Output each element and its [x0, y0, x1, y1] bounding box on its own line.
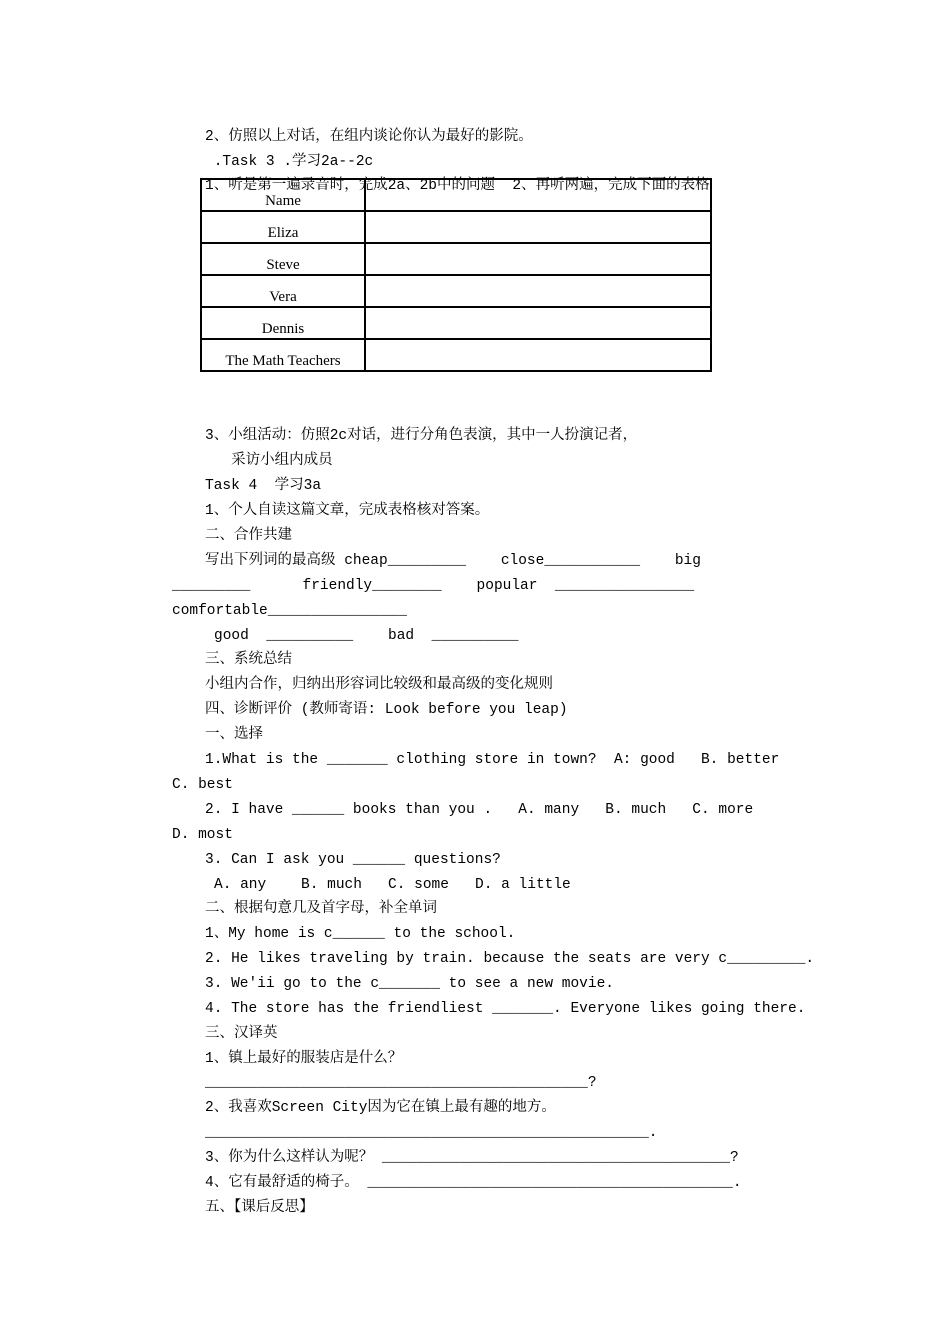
read-instruction: 1、个人自读这篇文章，完成表格核对答案。: [205, 503, 490, 519]
superlative-exercise-cont2: comfortable________________: [172, 603, 407, 619]
blank-cell: [365, 339, 711, 371]
superlative-exercise: 写出下列词的最高级 cheap_________ close___________ big: [205, 553, 701, 569]
table-row: [201, 211, 711, 243]
task4-heading: Task 4 学习3a: [205, 478, 322, 494]
group-activity-cont: 采访小组内成员: [205, 453, 333, 469]
question-2: 2. I have ______ books than you . A. many B. much C. more: [205, 802, 754, 818]
name-cell: The Math Teachers: [201, 339, 365, 371]
table-row: [201, 339, 711, 371]
table-row: [201, 243, 711, 275]
blank-cell: [365, 243, 711, 275]
group-activity: 3、小组活动：仿照2c对话，进行分角色表演，其中一人扮演记者，: [205, 428, 638, 444]
question-1-option-c: C. best: [172, 777, 233, 793]
translate-4: 4、它有最舒适的椅子。 __________________________________________.: [205, 1175, 742, 1191]
question-3: 3. Can I ask you ______ questions?: [205, 852, 501, 868]
name-cell: Dennis: [201, 307, 365, 339]
blank-cell: [365, 307, 711, 339]
fill-1: 1、My home is c______ to the school.: [205, 926, 516, 942]
superlative-exercise-cont: _________ friendly________ popular ________________: [172, 578, 695, 594]
translate-1: 1、镇上最好的服装店是什么？: [205, 1051, 403, 1067]
question-1: 1.What is the _______ clothing store in town? A: good B. better: [205, 752, 780, 768]
superlative-exercise-cont3: good __________ bad __________: [214, 628, 519, 644]
listening-instruction: 1、听是第一遍录音时，完成2a、2b中的问题 2、再听两遍，完成下面的表格: [205, 178, 710, 194]
section-cooperation: 二、合作共建: [205, 528, 292, 544]
name-cell: Eliza: [201, 211, 365, 243]
translate-2: 2、我喜欢Screen City因为它在镇上最有趣的地方。: [205, 1100, 556, 1116]
names-table: [200, 178, 712, 372]
question-3-options: A. any B. much C. some D. a little: [214, 877, 571, 893]
name-cell: Vera: [201, 275, 365, 307]
instruction-line: 2、仿照以上对话，在组内谈论你认为最好的影院。: [205, 129, 533, 145]
section-summary: 三、系统总结: [205, 652, 292, 668]
translate-1-blank: ____________________________________________?: [205, 1075, 597, 1091]
translate-2-blank: ___________________________________________________.: [205, 1125, 658, 1141]
fill-2: 2. He likes traveling by train. because the seats are very c_________.: [205, 951, 815, 967]
table-row: [201, 275, 711, 307]
summary-instruction: 小组内合作，归纳出形容词比较级和最高级的变化规则: [205, 677, 553, 693]
blank-cell: [365, 275, 711, 307]
task-heading: .Task 3 .学习2a--2c: [205, 154, 374, 170]
part-fill-words: 二、根据句意几及首字母，补全单词: [205, 901, 437, 917]
blank-cell: [365, 211, 711, 243]
fill-4: 4. The store has the friendliest _______. Everyone likes going there.: [205, 1001, 806, 1017]
question-2-option-d: D. most: [172, 827, 233, 843]
table-row: [201, 307, 711, 339]
name-cell: Name: [201, 179, 365, 211]
translate-3: 3、你为什么这样认为呢？ ________________________________________?: [205, 1150, 739, 1166]
name-cell: Steve: [201, 243, 365, 275]
fill-3: 3. We'ii go to the c_______ to see a new movie.: [205, 976, 614, 992]
section-evaluation: 四、诊断评价 (教师寄语: Look before you leap): [205, 702, 568, 718]
part-choice: 一、选择: [205, 727, 263, 743]
section-reflection: 五、【课后反思】: [205, 1200, 314, 1216]
part-translation: 三、汉译英: [205, 1026, 278, 1042]
